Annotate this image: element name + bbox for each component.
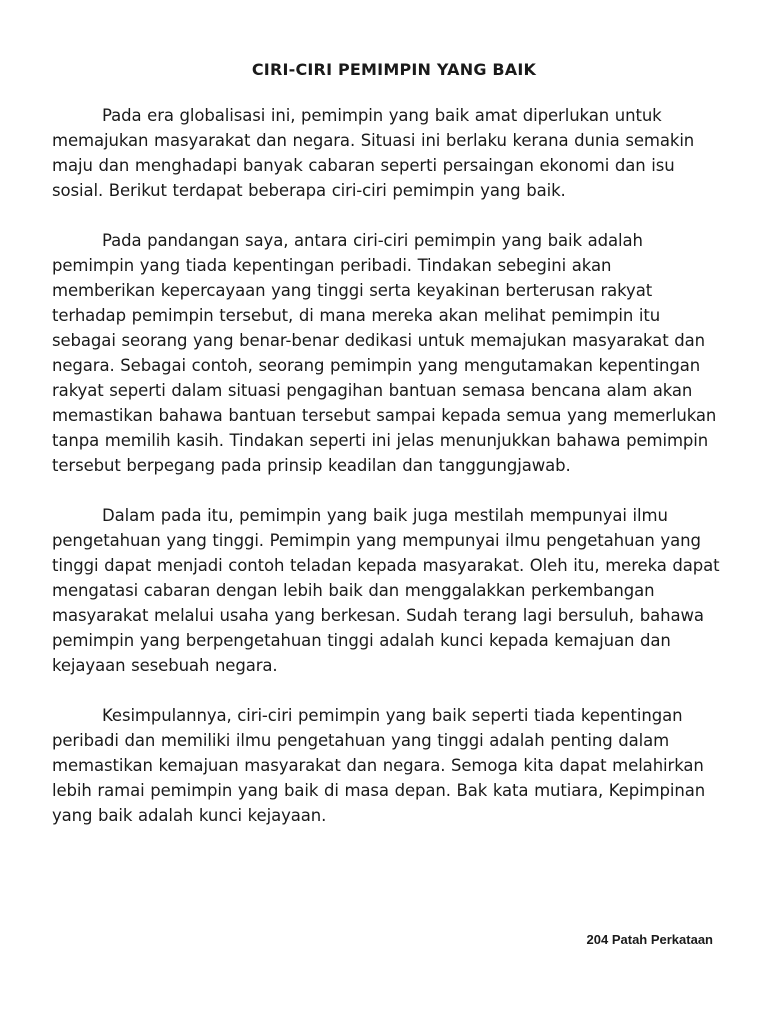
paragraph-conclusion: Kesimpulannya, ciri-ciri pemimpin yang baik seperti tiada kepentingan peribadi dan memiliki ilmu pengetahuan yang tinggi adalah penting dalam memastikan kemajuan masyarakat dan negara. Semoga kita dapat melahirkan lebih ramai pemimpin yang baik di masa depan. Bak kata mutiara, Kepimpinan yang baik adalah kunci kejayaan. <box>52 706 706 825</box>
paragraph-point-two: Dalam pada itu, pemimpin yang baik juga mestilah mempunyai ilmu pengetahuan yang tinggi. Pemimpin yang mempunyai ilmu pengetahuan yang tinggi dapat menjadi contoh teladan kepada masyarakat. Oleh itu, mereka dapat mengatasi cabaran dengan lebih baik dan menggalakkan perkembangan masyarakat melalui usaha yang berkesan. Sudah terang lagi bersuluh, bahawa pemimpin yang berpengetahuan tinggi adalah kunci kepada kemajuan dan kejayaan sesebuah negara. <box>52 506 720 675</box>
document-page <box>52 60 720 853</box>
word-count-label: 204 Patah Perkataan <box>586 932 713 947</box>
paragraph-point-one: Pada pandangan saya, antara ciri-ciri pemimpin yang baik adalah pemimpin yang tiada kepentingan peribadi. Tindakan sebegini akan memberikan kepercayaan yang tinggi serta keyakinan berterusan rakyat terhadap pemimpin tersebut, di mana mereka akan melihat pemimpin itu sebagai seorang yang benar-benar dedikasi untuk memajukan masyarakat dan negara. Sebagai contoh, seorang pemimpin yang mengutamakan kepentingan rakyat seperti dalam situasi pengagihan bantuan semasa bencana alam akan memastikan bahawa bantuan tersebut sampai kepada semua yang memerlukan tanpa memilih kasih. Tindakan seperti ini jelas menunjukkan bahawa pemimpin tersebut berpegang pada prinsip keadilan dan tanggungjawab. <box>52 231 717 475</box>
paragraph-introduction: Pada era globalisasi ini, pemimpin yang baik amat diperlukan untuk memajukan masyarakat dan negara. Situasi ini berlaku kerana dunia semakin maju dan menghadapi banyak cabaran seperti persaingan ekonomi dan isu sosial. Berikut terdapat beberapa ciri-ciri pemimpin yang baik. <box>52 106 695 200</box>
document-title: CIRI-CIRI PEMIMPIN YANG BAIK <box>251 60 537 79</box>
